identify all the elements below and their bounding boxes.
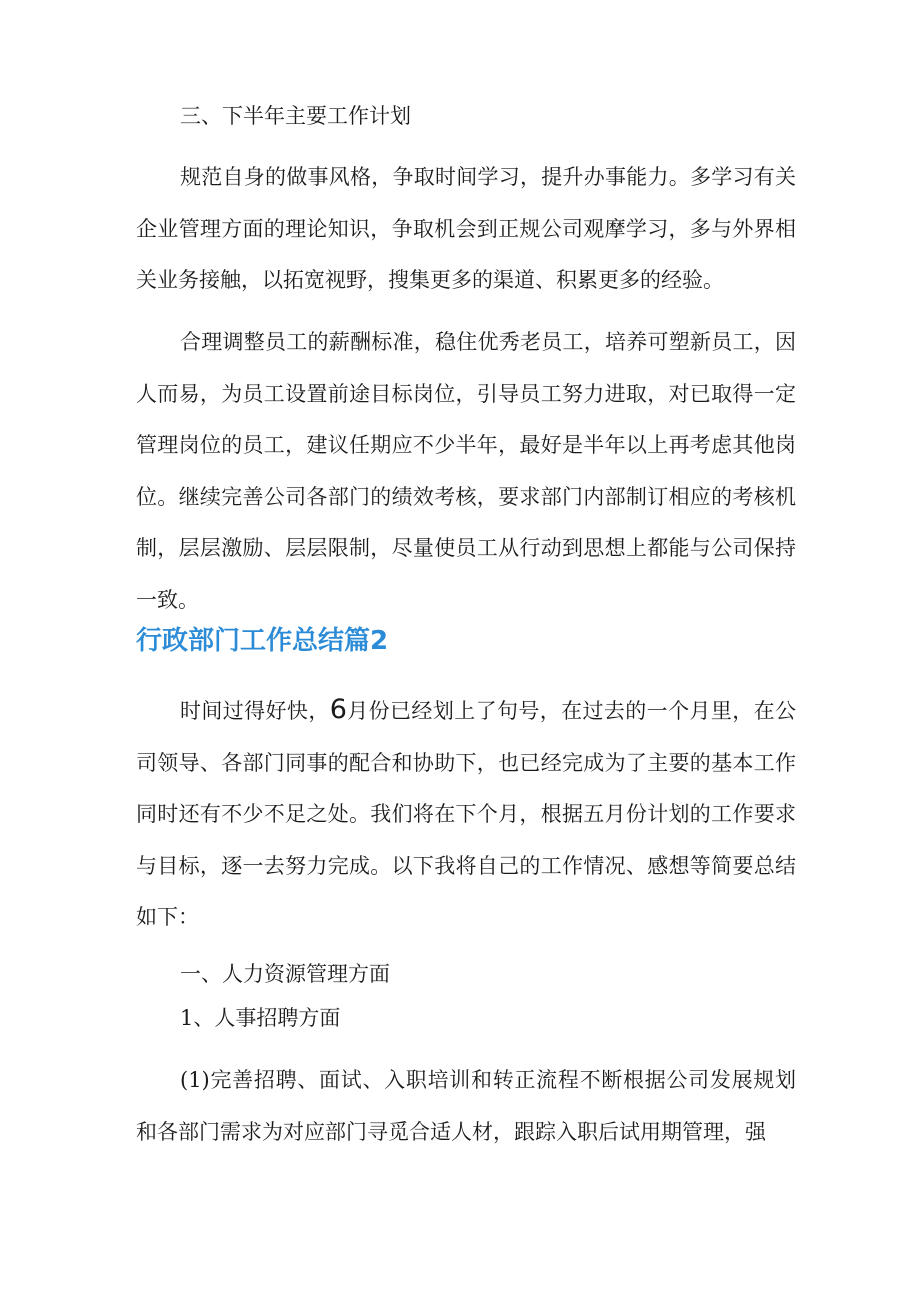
article-title: 行政部门工作总结篇2: [136, 626, 389, 656]
section-heading-plan: 三、下半年主要工作计划: [180, 104, 411, 128]
paragraph-salary-adjustment: 合理调整员工的薪酬标准，稳住优秀老员工，培养可塑新员工，因人而易，为员工设置前途目标岗位，引导员工努力进取，对已取得一定管理岗位的员工，建议任期应不少半年，最好是半年以上再考虑其他岗位。继续完善公司各部门的绩效考核，要求部门内部制订相应的考核机制，层层激励、层层限制，尽量使员工从行动到思想上都能与公司保持一致。: [136, 330, 796, 612]
paragraph-self-improvement: 规范自身的做事风格，争取时间学习，提升办事能力。多学习有关企业管理方面的理论知识，争取机会到正规公司观摩学习，多与外界相关业务接触，以拓宽视野，搜集更多的渠道、积累更多的经验。: [136, 165, 796, 292]
para-text-start: 时间过得好快，: [180, 699, 330, 723]
month-number: 6: [329, 694, 347, 725]
para-text-rest: 月份已经划上了句号，在过去的一个月里，在公司领导、各部门同事的配合和协助下，也已经完成为了主要的基本工作同时还有不少不足之处。我们将在下个月，根据五月份计划的工作要求与目标，逐一去努力完成。以下我将自己的工作情况、感想等简要总结如下：: [136, 699, 796, 929]
section-heading-hr: 一、人力资源管理方面: [180, 962, 390, 986]
paragraph-june-summary: [136, 684, 796, 944]
subheading-recruitment: 1、人事招聘方面: [180, 1006, 341, 1030]
paragraph-recruitment: (1)完善招聘、面试、入职培训和转正流程不断根据公司发展规划和各部门需求为对应部门寻觅合适人材，跟踪入职后试用期管理，强: [136, 1068, 796, 1144]
